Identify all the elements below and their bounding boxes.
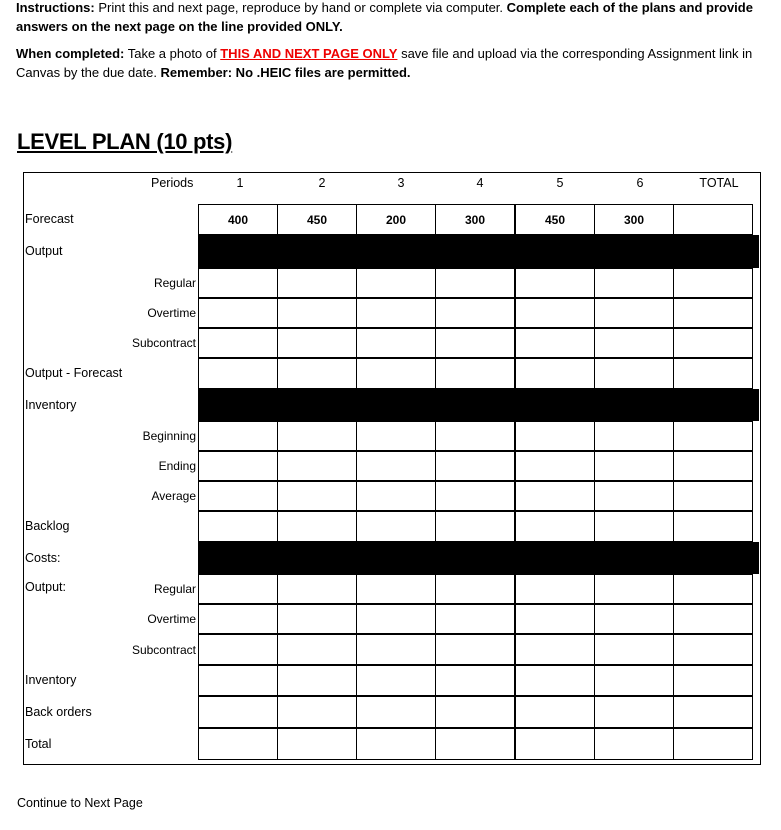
column-header: 4 bbox=[476, 176, 484, 190]
input-cell[interactable] bbox=[673, 298, 753, 328]
input-cell[interactable] bbox=[594, 728, 674, 760]
page-title: LEVEL PLAN (10 pts) bbox=[17, 129, 233, 154]
input-cell[interactable] bbox=[515, 574, 595, 604]
input-cell[interactable] bbox=[277, 574, 357, 604]
input-cell[interactable] bbox=[515, 268, 595, 298]
row-cells bbox=[198, 574, 758, 604]
row-cells bbox=[198, 634, 758, 665]
input-cell[interactable] bbox=[435, 574, 515, 604]
input-cell[interactable]: 300 bbox=[435, 204, 515, 235]
input-cell[interactable] bbox=[594, 481, 674, 511]
input-cell[interactable] bbox=[673, 451, 753, 481]
row-inventory-beginning bbox=[24, 421, 760, 451]
completed-text-a: Take a photo of bbox=[124, 46, 221, 61]
column-header: 2 bbox=[318, 176, 326, 190]
input-cell[interactable] bbox=[515, 481, 595, 511]
input-cell[interactable] bbox=[198, 574, 278, 604]
input-cell[interactable] bbox=[356, 451, 436, 481]
input-cell[interactable] bbox=[277, 665, 357, 696]
input-cell[interactable] bbox=[515, 451, 595, 481]
row-output-subcontract bbox=[24, 328, 760, 358]
instructions-text: Print this and next page, reproduce by hand or complete via computer. bbox=[94, 0, 507, 15]
input-cell[interactable] bbox=[515, 634, 595, 665]
input-cell[interactable]: 300 bbox=[594, 204, 674, 235]
section-divider-bar bbox=[198, 389, 759, 421]
input-cell[interactable] bbox=[198, 328, 278, 358]
row-cells bbox=[198, 268, 758, 298]
input-cell[interactable] bbox=[515, 728, 595, 760]
input-cell[interactable] bbox=[277, 268, 357, 298]
input-cell[interactable] bbox=[277, 696, 357, 728]
completed-text-b: save file and upload via the corresponding Assignment link in Canvas by the due date. bbox=[16, 46, 753, 80]
column-header: TOTAL bbox=[699, 176, 739, 190]
input-cell[interactable] bbox=[673, 481, 753, 511]
row-label: Total bbox=[25, 737, 52, 751]
row-label: Forecast bbox=[25, 212, 74, 226]
input-cell[interactable] bbox=[673, 634, 753, 665]
input-cell[interactable] bbox=[356, 481, 436, 511]
input-cell[interactable] bbox=[594, 574, 674, 604]
input-cell[interactable] bbox=[594, 451, 674, 481]
input-cell[interactable] bbox=[356, 268, 436, 298]
input-cell[interactable] bbox=[673, 665, 753, 696]
input-cell[interactable] bbox=[356, 358, 436, 389]
input-cell[interactable] bbox=[673, 328, 753, 358]
footer-note: Continue to Next Page bbox=[17, 796, 143, 810]
input-cell[interactable] bbox=[594, 665, 674, 696]
input-cell[interactable] bbox=[515, 421, 595, 451]
row-cells bbox=[198, 604, 758, 634]
input-cell[interactable] bbox=[673, 268, 753, 298]
instructions bbox=[16, 0, 776, 82]
input-cell[interactable] bbox=[277, 451, 357, 481]
input-cell[interactable] bbox=[198, 451, 278, 481]
input-cell[interactable] bbox=[673, 574, 753, 604]
input-cell[interactable] bbox=[594, 328, 674, 358]
row-sublabel: Overtime bbox=[147, 612, 196, 626]
completed-label: When completed: bbox=[16, 46, 125, 61]
input-cell[interactable] bbox=[435, 511, 515, 542]
row-sublabel: Ending bbox=[158, 459, 196, 473]
row-total bbox=[24, 728, 760, 760]
row-cost-output-overtime bbox=[24, 604, 760, 634]
row-output-regular bbox=[24, 268, 760, 298]
input-cell[interactable] bbox=[594, 511, 674, 542]
remember-note: Remember: No .HEIC files are permitted. bbox=[160, 65, 411, 80]
input-cell[interactable] bbox=[673, 358, 753, 389]
row-cells bbox=[198, 451, 758, 481]
input-cell[interactable] bbox=[198, 421, 278, 451]
column-header: 6 bbox=[636, 176, 644, 190]
input-cell[interactable]: 200 bbox=[356, 204, 436, 235]
input-cell[interactable] bbox=[594, 358, 674, 389]
input-cell[interactable] bbox=[435, 298, 515, 328]
input-cell[interactable] bbox=[435, 268, 515, 298]
input-cell[interactable] bbox=[356, 604, 436, 634]
input-cell[interactable] bbox=[356, 328, 436, 358]
row-forecast bbox=[24, 204, 760, 235]
row-sublabel: Subcontract bbox=[131, 643, 196, 657]
row-sublabel: Average bbox=[151, 489, 196, 503]
row-inventory bbox=[24, 389, 760, 421]
row-cells bbox=[198, 421, 758, 451]
input-cell[interactable] bbox=[435, 604, 515, 634]
input-cell[interactable] bbox=[356, 696, 436, 728]
input-cell[interactable] bbox=[515, 328, 595, 358]
row-label: Output: bbox=[25, 580, 66, 594]
row-cells bbox=[198, 665, 758, 696]
input-cell[interactable] bbox=[594, 298, 674, 328]
input-cell[interactable] bbox=[594, 696, 674, 728]
input-cell[interactable] bbox=[594, 634, 674, 665]
row-label: Inventory bbox=[25, 398, 77, 412]
input-cell[interactable] bbox=[198, 634, 278, 665]
input-cell[interactable] bbox=[673, 204, 753, 235]
instructions-label: Instructions: bbox=[16, 0, 95, 15]
row-output-overtime bbox=[24, 298, 760, 328]
input-cell[interactable] bbox=[673, 421, 753, 451]
row-costs bbox=[24, 542, 760, 574]
level-plan-table bbox=[23, 172, 761, 765]
input-cell[interactable] bbox=[198, 511, 278, 542]
row-cells bbox=[198, 358, 758, 389]
input-cell[interactable] bbox=[198, 481, 278, 511]
section-divider-bar bbox=[198, 235, 759, 268]
row-sublabel: Subcontract bbox=[131, 336, 196, 350]
row-cells bbox=[198, 481, 758, 511]
highlight-text: THIS AND NEXT PAGE ONLY bbox=[220, 46, 398, 61]
input-cell[interactable] bbox=[356, 665, 436, 696]
row-cost-output-subcontract bbox=[24, 634, 760, 665]
input-cell[interactable] bbox=[356, 298, 436, 328]
row-label: Output bbox=[25, 244, 63, 258]
input-cell[interactable] bbox=[594, 421, 674, 451]
input-cell[interactable] bbox=[435, 728, 515, 760]
input-cell[interactable] bbox=[435, 665, 515, 696]
input-cell[interactable] bbox=[198, 268, 278, 298]
input-cell[interactable] bbox=[198, 665, 278, 696]
input-cell[interactable] bbox=[515, 604, 595, 634]
row-cost-output-regular bbox=[24, 574, 760, 604]
input-cell[interactable] bbox=[435, 696, 515, 728]
row-label: Costs: bbox=[25, 551, 61, 565]
input-cell[interactable] bbox=[673, 728, 753, 760]
row-sublabel: Regular bbox=[153, 582, 196, 596]
input-cell[interactable]: 450 bbox=[277, 204, 357, 235]
input-cell[interactable] bbox=[356, 728, 436, 760]
input-cell[interactable] bbox=[435, 328, 515, 358]
row-back-orders bbox=[24, 696, 760, 728]
input-cell[interactable] bbox=[515, 358, 595, 389]
row-label: Backlog bbox=[25, 519, 70, 533]
input-cell[interactable] bbox=[356, 574, 436, 604]
input-cell[interactable] bbox=[435, 421, 515, 451]
input-cell[interactable] bbox=[198, 696, 278, 728]
input-cell[interactable] bbox=[356, 511, 436, 542]
input-cell[interactable] bbox=[594, 268, 674, 298]
input-cell[interactable] bbox=[277, 634, 357, 665]
row-sublabel: Overtime bbox=[147, 306, 196, 320]
column-header: 5 bbox=[556, 176, 564, 190]
row-cells bbox=[198, 204, 758, 235]
row-sublabel: Beginning bbox=[142, 429, 196, 443]
input-cell[interactable] bbox=[673, 604, 753, 634]
input-cell[interactable] bbox=[673, 696, 753, 728]
row-label: Back orders bbox=[25, 705, 92, 719]
row-output bbox=[24, 235, 760, 268]
instructions-bold: Complete each of the plans and provide answers on the next page on the line provided ONLY. bbox=[16, 0, 753, 34]
table-header-row bbox=[24, 173, 760, 203]
input-cell[interactable] bbox=[435, 451, 515, 481]
row-backlog bbox=[24, 511, 760, 542]
input-cell[interactable] bbox=[198, 358, 278, 389]
input-cell[interactable] bbox=[198, 604, 278, 634]
row-cells bbox=[198, 298, 758, 328]
row-cells bbox=[198, 728, 758, 760]
row-output-minus-forecast bbox=[24, 358, 760, 389]
input-cell[interactable] bbox=[515, 665, 595, 696]
periods-label: Periods bbox=[151, 176, 194, 190]
input-cell[interactable] bbox=[515, 511, 595, 542]
input-cell[interactable] bbox=[435, 358, 515, 389]
row-inventory-average bbox=[24, 481, 760, 511]
row-cells bbox=[198, 328, 758, 358]
row-inventory-ending bbox=[24, 451, 760, 481]
input-cell[interactable] bbox=[435, 481, 515, 511]
input-cell[interactable] bbox=[356, 634, 436, 665]
input-cell[interactable] bbox=[198, 728, 278, 760]
input-cell[interactable] bbox=[277, 604, 357, 634]
input-cell[interactable] bbox=[277, 728, 357, 760]
input-cell[interactable]: 450 bbox=[515, 204, 595, 235]
column-header: 3 bbox=[397, 176, 405, 190]
input-cell[interactable]: 400 bbox=[198, 204, 278, 235]
row-cost-inventory bbox=[24, 665, 760, 696]
input-cell[interactable] bbox=[277, 481, 357, 511]
row-cells bbox=[198, 511, 758, 542]
input-cell[interactable] bbox=[673, 511, 753, 542]
input-cell[interactable] bbox=[515, 696, 595, 728]
input-cell[interactable] bbox=[198, 298, 278, 328]
row-sublabel: Regular bbox=[153, 276, 196, 290]
input-cell[interactable] bbox=[277, 421, 357, 451]
row-label: Inventory bbox=[25, 673, 77, 687]
input-cell[interactable] bbox=[356, 421, 436, 451]
section-divider-bar bbox=[198, 542, 759, 574]
input-cell[interactable] bbox=[594, 604, 674, 634]
row-cells bbox=[198, 696, 758, 728]
input-cell[interactable] bbox=[277, 511, 357, 542]
input-cell[interactable] bbox=[277, 328, 357, 358]
input-cell[interactable] bbox=[515, 298, 595, 328]
input-cell[interactable] bbox=[277, 358, 357, 389]
input-cell[interactable] bbox=[435, 634, 515, 665]
column-header: 1 bbox=[236, 176, 244, 190]
input-cell[interactable] bbox=[277, 298, 357, 328]
row-label: Output - Forecast bbox=[25, 366, 123, 380]
